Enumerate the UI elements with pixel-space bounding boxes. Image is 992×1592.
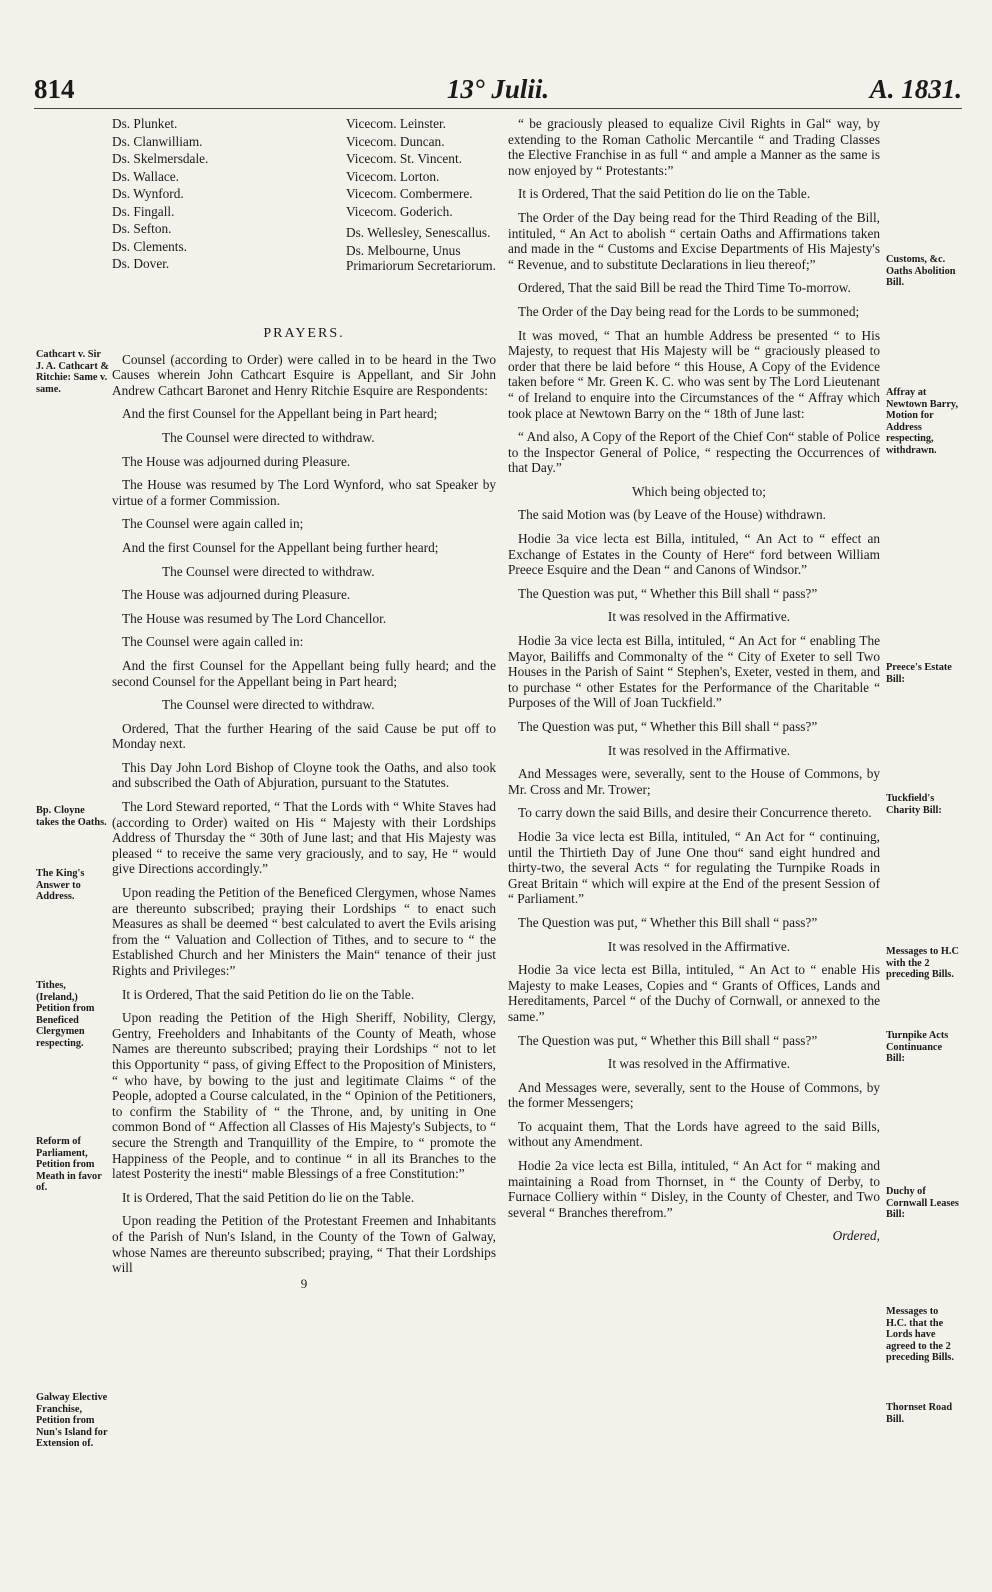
margin-note-customs: Customs, &c. Oaths Abolition Bill. — [886, 254, 956, 289]
paragraph: The House was adjourned during Pleasure. — [122, 587, 351, 603]
paragraph: Hodie 3a vice lecta est Billa, intituled, “ An Act for “ enabling The Mayor, Bailiffs and Commonalty of the “ City of Exeter to sell Two Houses in the Parish of Saint “ Stephen's, Exeter, vested in them, and to purchase “ other Estates for the Performance of the Charitable “ Purposes of the Will of Joan Tuckfield.” — [508, 633, 880, 711]
paragraph: The Order of the Day being read for the Lords to be summoned; — [518, 303, 860, 319]
margin-note-galway: Galway Elective Franchise, Petition from Nun's Island for Extension of. — [36, 1392, 108, 1450]
name-entry: Vicecom. Lorton. — [346, 168, 440, 184]
paragraph: The House was resumed by The Lord Wynford, who sat Speaker by virtue of a former Commission. — [112, 477, 496, 508]
left-column — [112, 116, 496, 1291]
paragraph: Which being objected to; — [631, 483, 767, 499]
name-entry: Ds. Clanwilliam. — [112, 133, 203, 149]
paragraph: Hodie 2a vice lecta est Billa, intituled, “ An Act for “ making and maintaining a Road from Thornset, in “ the County of Derby, to Furnace Colliery within “ Disley, in the County of Chester, and Two several “ Branches therefrom.” — [508, 1158, 880, 1220]
name-entry: Ds. Wellesley, Senescallus. — [346, 225, 491, 240]
paragraph: It was resolved in the Affirmative. — [607, 609, 791, 625]
paragraph: The Counsel were again called in; — [122, 516, 304, 532]
paragraph: The House was resumed by The Lord Chancellor. — [122, 610, 387, 626]
paragraph: Hodie 3a vice lecta est Billa, intituled, “ An Act to “ effect an Exchange of Estates in the County of Here“ ford between William Preece Esquire and the Dean “ and Canons of Windsor.” — [508, 531, 880, 578]
paragraph: The Question was put, “ Whether this Bill shall “ pass?” — [518, 914, 818, 930]
margin-note-thornset: Thornset Road Bill. — [886, 1402, 953, 1425]
paragraph: Ordered, That the further Hearing of the said Cause be put off to Monday next. — [112, 720, 496, 752]
name-entry: Ds. Wallace. — [112, 168, 179, 184]
paragraph: Ordered, That the said Bill be read the Third Time To-morrow. — [518, 280, 851, 296]
name-entry: Ds. Wynford. — [112, 186, 184, 201]
paragraph: The said Motion was (by Leave of the House) withdrawn. — [518, 507, 826, 523]
names-right — [346, 116, 496, 274]
margin-note-reform: Reform of Parliament, Petition from Meath in favor of. — [36, 1136, 102, 1194]
paragraph: Upon reading the Petition of the High Sheriff, Nobility, Clergy, Gentry, Freeholders and Inhabitants of the County of Meath, whose Names are thereunto subscribed; praying their Lordships “ not to let this Opportunity “ pass, of giving Effect to the Proposition of Ministers, “ who have, by bowing to the just and legitimate Claims “ of the People, adopted a Course calculated, in the “ Opinion of the Petitioners, to confirm the Stability of “ the Throne, and, by uniting in One common Bond of “ Affection all Classes of His Majesty's Subjects, to “ secure the Strength and Tranquillity of the Empire, to “ promote the Happiness of the People, and to continue “ in all its Branches to the latest Posterity the inesti“ mable Blessings of a free Constitution:” — [112, 1010, 496, 1182]
margin-note-preece: Preece's Estate Bill: — [886, 662, 952, 685]
paragraph: The Question was put, “ Whether this Bill shall “ pass?” — [518, 585, 818, 601]
paragraph: Counsel (according to Order) were called in to be heard in the Two Causes wherein John Cathcart Esquire is Appellant, and Sir John Andrew Cathcart Baronet and Henry Ritchie Esquire are Respondents: — [112, 351, 496, 398]
margin-note-cloyne: Bp. Cloyne takes the Oaths. — [36, 805, 107, 828]
paragraph: Hodie 3a vice lecta est Billa, intituled, “ An Act to “ enable His Majesty to make Leases, Copies and “ Grants of Offices, Lands and Hereditaments, Parcel “ of the Duchy of Cornwall, or annexed to the same.” — [508, 962, 880, 1024]
prayers-heading: PRAYERS. — [263, 326, 345, 341]
paragraph: It is Ordered, That the said Petition do lie on the Table. — [122, 1189, 415, 1205]
name-entry: Vicecom. Leinster. — [346, 116, 446, 131]
paragraph: Hodie 3a vice lecta est Billa, intituled, “ An Act for “ continuing, until the Thirtieth Day of June One thou“ sand eight hundred and thirty-two, the several Acts “ for regulating the Turnpike Roads in Great Britain “ which will expire at the End of the present Session of “ Parliament.” — [508, 828, 880, 907]
right-column — [508, 116, 880, 1244]
paragraph: The Counsel were directed to withdraw. — [162, 563, 375, 579]
margin-note-turnpike: Turnpike Acts Continuance Bill: — [886, 1030, 949, 1065]
page-year: A. 1831. — [869, 74, 962, 104]
name-entry: Ds. Melbourne, Unus Primariorum Secretariorum. — [346, 242, 496, 274]
paragraph: It is Ordered, That the said Petition do lie on the Table. — [122, 986, 415, 1002]
names-left — [112, 116, 322, 274]
margin-note-duchy: Duchy of Cornwall Leases Bill: — [886, 1186, 959, 1221]
paragraph: The Lord Steward reported, “ That the Lords with “ White Staves had (according to Order) waited on His “ Majesty with their Lordships Address of Thursday the “ 30th of June last; and that His Majesty was pleased “ to receive the same very graciously, and to say, He “ would give Directions accordingly.” — [112, 799, 496, 877]
margin-note-affray: Affray at Newtown Barry, Motion for Address respecting, withdrawn. — [886, 387, 959, 456]
name-entry: Ds. Sefton. — [112, 221, 172, 236]
paragraph: To acquaint them, That the Lords have agreed to the said Bills, without any Amendment. — [508, 1118, 880, 1150]
paragraph: The Order of the Day being read for the Third Reading of the Bill, intituled, “ An Act to abolish “ certain Oaths and Affirmations taken and made in the “ Customs and Excise Departments of His Majesty's “ Revenue, and to substitute Declarations in lieu thereof;” — [508, 209, 880, 272]
paragraph: And the first Counsel for the Appellant being further heard; — [122, 539, 439, 555]
paragraph: “ be graciously pleased to equalize Civil Rights in Gal“ way, by extending to the Roman Catholic Mercantile “ and Trading Classes the Elective Franchise in as full “ and ample a Manner as the same is now enjoyed by “ Protestants:” — [508, 116, 880, 178]
paragraph: The Counsel were directed to withdraw. — [162, 697, 375, 713]
paragraph: It was moved, “ That an humble Address be presented “ to His Majesty, to request that His Majesty will be “ graciously pleased to order that there be laid before “ this House, A Copy of the Evidence taken before “ Mr. Green K. C. who was sent by The Lord Lieutenant “ of Ireland to enquire into the Circumstances of the “ Affray which took place at Newtown Barry on the “ 18th of June last: — [508, 327, 880, 421]
name-entry: Ds. Dover. — [112, 256, 170, 271]
paragraph: The Question was put, “ Whether this Bill shall “ pass?” — [518, 719, 818, 734]
name-entry: Vicecom. Combermere. — [346, 186, 473, 201]
margin-note-tuckfield: Tuckfield's Charity Bill: — [886, 793, 942, 816]
paragraph: It was resolved in the Affirmative. — [607, 742, 791, 758]
paragraph: The Counsel were again called in: — [122, 634, 304, 650]
page-header — [34, 74, 962, 106]
paragraph: Upon reading the Petition of the Beneficed Clergymen, whose Names are thereunto subscribed; praying their Lordships “ to enact such Measures as shall be deemed “ best calculated to avert the Evils arising from the “ Valuation and Collection of Tithes, and to secure to “ the Established Church and her Ministers the Main“ tenance of their just Rights and Privileges:” — [112, 885, 496, 978]
paragraph: The Counsel were directed to withdraw. — [162, 429, 375, 445]
attendance-list — [112, 116, 496, 304]
name-entry: Ds. Plunket. — [112, 116, 178, 131]
name-entry: Ds. Clements. — [112, 238, 187, 254]
paragraph: And the first Counsel for the Appellant being in Part heard; — [122, 406, 438, 422]
header-rule — [34, 108, 962, 109]
paragraph: The House was adjourned during Pleasure. — [122, 453, 351, 469]
name-entry: Vicecom. Duncan. — [346, 133, 445, 149]
margin-note-messages-1: Messages to H.C with the 2 preceding Bills. — [886, 946, 959, 981]
paragraph: “ And also, A Copy of the Report of the Chief Con“ stable of Police to the Inspector General of Police, “ respecting the Occurrences of that Day.” — [508, 429, 880, 476]
paragraph: Upon reading the Petition of the Protestant Freemen and Inhabitants of the Parish of Nun's Island, in the County of the Town of Galway, whose Names are thereunto subscribed; praying, “ That their Lordships will — [112, 1213, 496, 1276]
name-entry: Ds. Skelmersdale. — [112, 151, 209, 166]
paragraph: It is Ordered, That the said Petition do lie on the Table. — [518, 186, 811, 202]
paragraph: It was resolved in the Affirmative. — [607, 938, 791, 954]
margin-note-kings-answer: The King's Answer to Address. — [36, 868, 85, 903]
page-date: 13° Julii. — [446, 74, 550, 104]
paragraph: The Question was put, “ Whether this Bill shall “ pass?” — [518, 1032, 818, 1048]
catchword: Ordered, — [832, 1228, 880, 1244]
paragraph: And Messages were, severally, sent to the House of Commons, by the former Messengers; — [508, 1079, 880, 1111]
margin-note-cathcart: Cathcart v. Sir J. A. Cathcart & Ritchie: Same v. same. — [36, 349, 109, 395]
paragraph: And the first Counsel for the Appellant being fully heard; and the second Counsel for the Appellant being in Part heard; — [112, 657, 496, 689]
name-entry: Vicecom. St. Vincent. — [346, 151, 462, 166]
paragraph: This Day John Lord Bishop of Cloyne took the Oaths, and also took and subscribed the Oath of Abjuration, pursuant to the Statutes. — [112, 759, 496, 791]
margin-note-tithes: Tithes, (Ireland,) Petition from Beneficed Clergymen respecting. — [36, 980, 95, 1049]
margin-note-messages-2: Messages to H.C. that the Lords have agreed to the 2 preceding Bills. — [886, 1306, 954, 1364]
paragraph: It was resolved in the Affirmative. — [607, 1056, 791, 1072]
name-entry: Ds. Fingall. — [112, 203, 175, 219]
page-number: 814 — [34, 74, 75, 104]
name-entry: Vicecom. Goderich. — [346, 203, 453, 219]
paragraph: And Messages were, severally, sent to the House of Commons, by Mr. Cross and Mr. Trower; — [508, 766, 880, 797]
signature-mark: 9 — [300, 1275, 308, 1291]
paragraph: To carry down the said Bills, and desire their Concurrence thereto. — [518, 805, 872, 821]
